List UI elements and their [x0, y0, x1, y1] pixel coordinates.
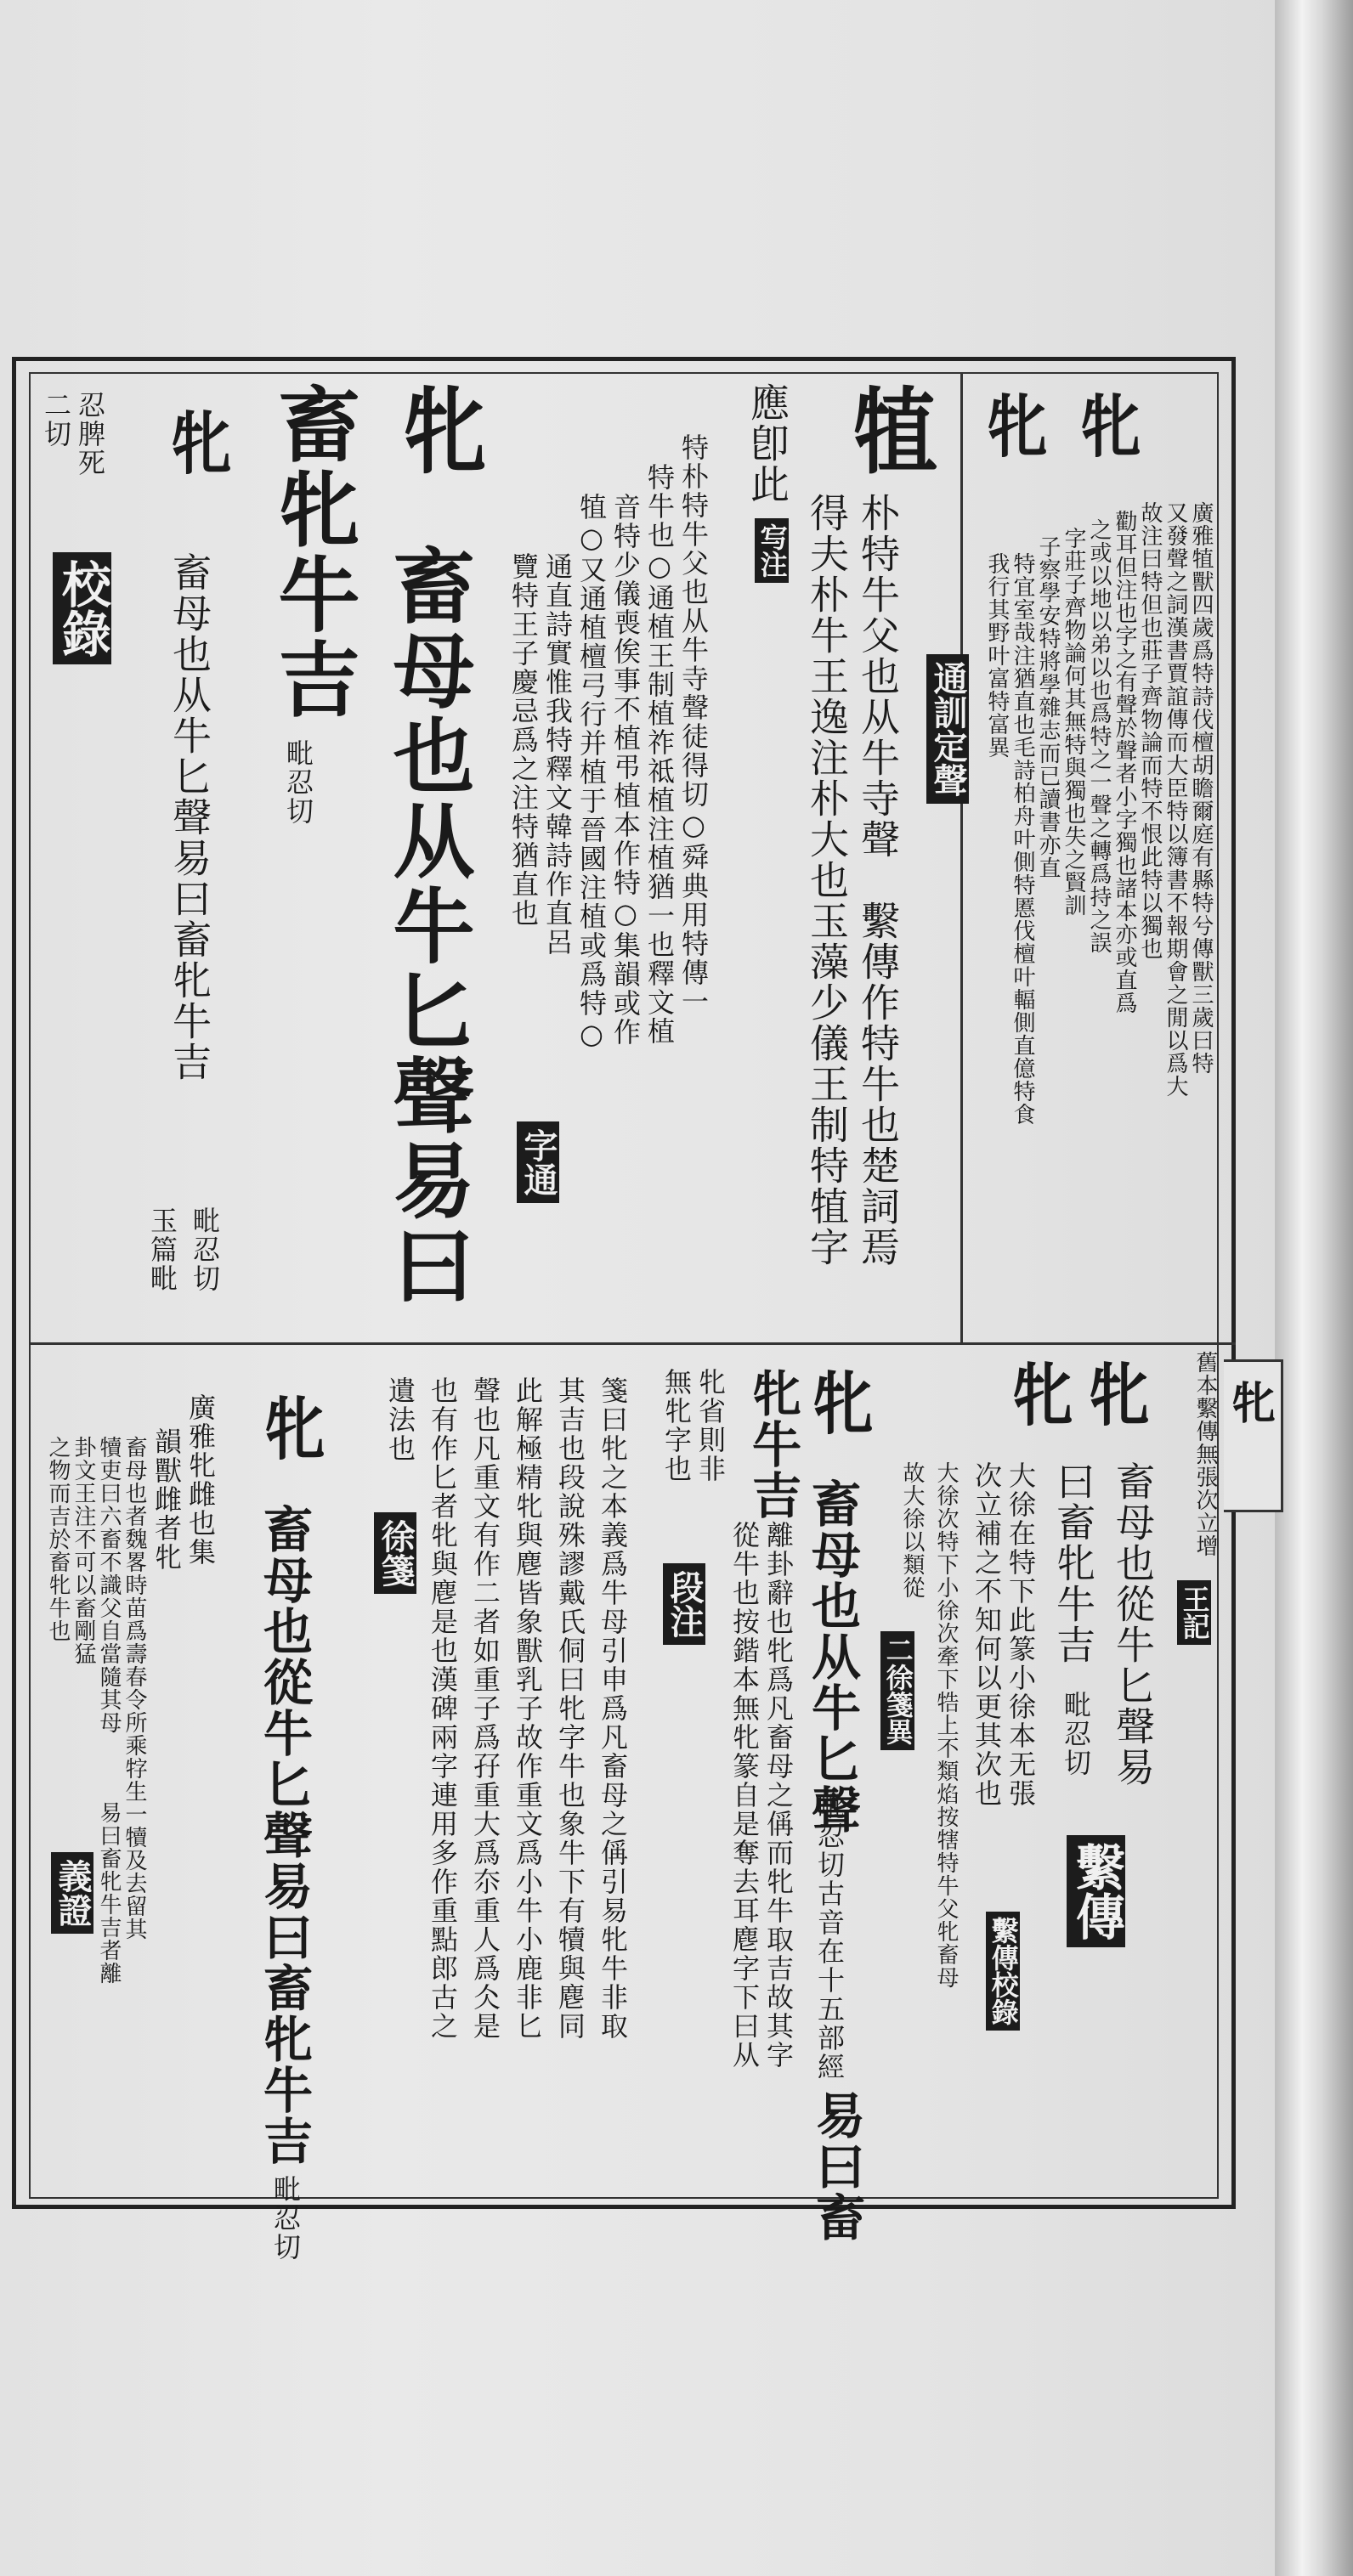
seal-pin-xici-2: 牝 — [1001, 1359, 1073, 1427]
tongxun-line-4: 勸耳但注也字之有聲於聲者小字獨也諸本亦或直爲 — [1112, 510, 1137, 1014]
erxu-line-1: 故大徐以類從 — [899, 1461, 925, 1599]
tongxun-line-1: 廣雅犆獸四歲爲特詩伐檀胡瞻爾庭有縣特兮傳獸三歲曰特 — [1188, 501, 1214, 1075]
tongxun-line-7: 子察學安特將學雜志而已讀書亦直 — [1035, 535, 1061, 879]
yz-line-2: 韻獸雌者牝 — [150, 1427, 183, 1572]
xujian-note: 毗忍切 — [269, 2175, 302, 2262]
jiaolu-left-2: 二切 — [40, 391, 72, 449]
duan-main: 畜母也从牛匕聲 — [803, 1478, 861, 1835]
seal-te: 犆 — [839, 382, 937, 476]
seal-pin-duan: 牝 — [801, 1368, 874, 1436]
label-zitong: 字通 — [517, 1121, 559, 1203]
label-yizheng: 義證 — [51, 1852, 93, 1934]
seal-pin-xici-1: 牝 — [1078, 1359, 1150, 1427]
seal-pin-main: 牝 — [388, 382, 487, 476]
duan-line-8: 聲也凡重文有作二者如重子爲孖重大爲夵重人爲仌是 — [469, 1376, 501, 2041]
head-main-2-note: 毗忍切 — [282, 739, 314, 826]
xici-note-1: 大徐在特下此篆小徐本无張 — [1005, 1461, 1037, 1808]
yz-line-4: 犢吏曰六畜不識父自當隨其母 — [96, 1436, 122, 1734]
tongxun-line-5: 之或以地以弟以也爲特之一聲之轉爲持之誤 — [1086, 518, 1112, 954]
yz-line-1: 廣雅牝雌也集 — [184, 1393, 217, 1567]
seal-pin-xujian: 牝 — [253, 1393, 326, 1461]
xici-line-1: 舊本繫傳無張次立增 — [1192, 1351, 1218, 1557]
margin-tab-char: 牝 — [1231, 1378, 1276, 1430]
duan-line-6: 其吉也段說殊謬戴氏侗曰牝字牛也象牛下有犢與麀同 — [554, 1376, 586, 2041]
duan-line-9: 也有作匕者牝與麀是也漢碑兩字連用多作重點郎古之 — [427, 1376, 459, 2041]
xujian-main: 畜母也從牛匕聲易曰畜牝牛吉 — [255, 1504, 313, 2166]
duan-1b: 易曰畜 — [807, 2090, 865, 2243]
column-rule — [960, 374, 963, 1342]
jiaolu-main: 畜母也从牛匕聲易曰畜牝牛吉 — [167, 552, 212, 1082]
label-zhizhu: 㝍注 — [755, 518, 789, 583]
label-jiaolu: 校錄 — [53, 552, 111, 664]
label-duanzhu: 段注 — [663, 1563, 705, 1645]
head-main: 畜母也从牛匕聲易曰 — [380, 544, 476, 1308]
label-xici-jiao: 繫傳校錄 — [986, 1912, 1020, 2031]
duan-line-1: 離卦辭也牝爲凡畜母之偁而牝牛取吉故其字 — [762, 1521, 795, 2070]
duan-line-7: 此解極精牝與麀皆象獸乳子故作重文爲小牛小鹿非匕 — [512, 1376, 544, 2041]
label-wangji: 王記 — [1177, 1580, 1211, 1645]
seal-pin-jiaolu: 牝 — [160, 408, 232, 476]
xici-main: 畜母也從牛匕聲易 — [1110, 1461, 1156, 1788]
jiaolu-left-1: 忍脾死 — [74, 391, 106, 477]
yz-line-3: 畜母也者魏畧時苗爲壽春令所乘牸生一犢及去留其 — [122, 1436, 147, 1940]
label-xujian: 徐箋 — [374, 1512, 416, 1594]
jiaolu-note-a: 毗忍切 — [189, 1206, 221, 1293]
duan-line-4: 無牝字也 — [660, 1368, 693, 1483]
yz-line-5: 卦文王注不可以畜剛猛 — [71, 1436, 96, 1665]
jiaolu-note-b: 玉篇毗 — [146, 1206, 178, 1293]
xici-main-2: 曰畜牝牛吉 — [1050, 1461, 1096, 1665]
tongxun-line-3: 故注曰特但也莊子齊物論而特不恨此特以獨也 — [1137, 501, 1163, 960]
duan-line-2: 從牛也按鍇本無牝篆自是奪去耳麀字下曰从 — [728, 1521, 761, 2070]
duan-line-3: 牝省則非 — [694, 1368, 727, 1483]
te-line-3: 應卽此 — [744, 382, 790, 505]
seal-pin-top-1: 牝 — [976, 391, 1048, 459]
zitong-line-3: 音特少儀喪俟事不植弔植本作特○集韻或作 — [609, 493, 642, 1047]
duan-note: 毗忍切古音在十五部經 — [813, 1793, 846, 2082]
seal-pin-top-2: 牝 — [1069, 391, 1141, 459]
yz-line-6: 之物而吉於畜牝牛也 — [45, 1436, 71, 1642]
te-line-2: 得夫朴牛王逸注朴大也玉藻少儀王制特犆字 — [804, 493, 850, 1268]
tongxun-line-6: 字莊子齊物論何其無特與獨也失之賢訓 — [1061, 527, 1086, 917]
label-tongxun: 通訓定聲 — [926, 654, 969, 804]
te-line-1: 朴特牛父也从牛寺聲 繫傳作特牛也楚詞焉 — [855, 493, 901, 1268]
duan-line-10: 遺法也 — [384, 1376, 416, 1463]
tongxun-line-9: 我行其野叶富特富異 — [984, 552, 1010, 759]
yz-line-7: 易曰畜牝牛吉者離 — [96, 1801, 122, 1985]
tongxun-line-2: 又發聲之詞漢書賈誼傳而大臣特以簿書不報期會之閒以爲大 — [1163, 501, 1188, 1098]
zitong-line-2: 特牛也○通植王制植祚祗植注植猶一也釋文植 — [643, 463, 676, 1046]
xici-note-2: 次立補之不知何以更其次也 — [971, 1461, 1003, 1808]
duan-line-5: 箋曰牝之本義爲牛母引申爲凡畜母之偁引易牝牛非取 — [597, 1376, 629, 2041]
xici-small: 大徐次特下小徐次牽下牿上不類焰按犗特牛父牝畜母 — [933, 1461, 959, 1989]
tier-divider — [29, 1342, 1236, 1345]
tongxun-line-8: 特宜室哉注猶直也毛詩柏舟叶側特慝伐檀叶輻側直億特食 — [1010, 552, 1035, 1126]
label-xici: 繫傳 — [1067, 1835, 1125, 1947]
book-spine — [1275, 0, 1353, 2576]
xici-main-2-note: 毗忍切 — [1060, 1691, 1092, 1777]
zitong-line-5: 通直詩實惟我特釋文韓詩作直呂 — [541, 552, 574, 957]
label-erxu: 二徐箋異 — [880, 1631, 914, 1750]
zitong-line-4: 犆○又通植檀弓行并植于晉國注植或爲特○ — [575, 493, 608, 1052]
duan-1-head: 牝牛吉 — [744, 1368, 801, 1521]
zitong-line-6: 覽特王子慶忌爲之注特猶直也 — [507, 552, 540, 928]
zitong-line-1: 特朴特牛父也从牛寺聲徒得切○舜典用特傳一 — [677, 433, 710, 1016]
head-main-2: 畜牝牛吉 — [265, 382, 361, 722]
